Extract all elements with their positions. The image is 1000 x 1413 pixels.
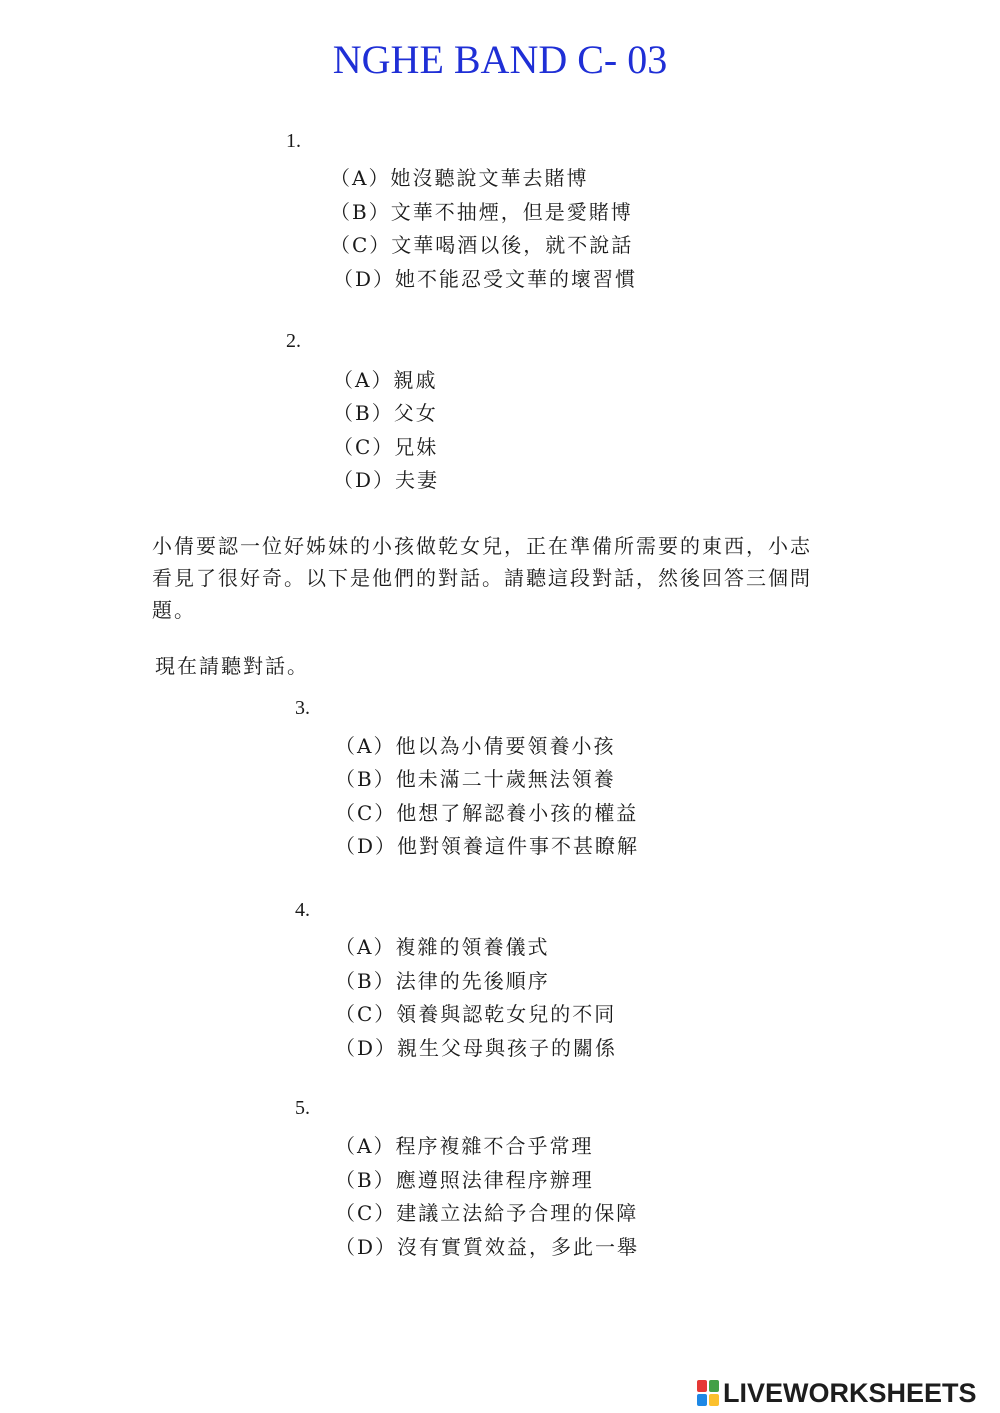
question-3-number: 3.: [295, 697, 310, 719]
question-3-option-b[interactable]: （B）他未滿二十歲無法領養: [335, 767, 616, 791]
question-1-option-b[interactable]: （B）文華不抽煙，但是愛賭博: [330, 200, 633, 224]
page-title: NGHE BAND C- 03: [332, 37, 668, 82]
liveworksheets-logo-icon: [697, 1380, 719, 1406]
question-5-number: 5.: [295, 1097, 310, 1119]
question-5-option-d[interactable]: （D）沒有實質效益，多此一舉: [335, 1235, 640, 1259]
question-3-option-c[interactable]: （C）他想了解認養小孩的權益: [335, 801, 639, 825]
question-4-option-a[interactable]: （A）複雜的領養儀式: [335, 935, 550, 959]
question-3-option-a[interactable]: （A）他以為小倩要領養小孩: [335, 734, 616, 758]
passage-line: 題。: [152, 598, 196, 622]
question-5-option-b[interactable]: （B）應遵照法律程序辦理: [335, 1168, 594, 1192]
question-1-number: 1.: [286, 130, 301, 152]
question-1-option-c[interactable]: （C）文華喝酒以後，就不說話: [330, 233, 634, 257]
question-3-option-d[interactable]: （D）他對領養這件事不甚瞭解: [335, 834, 640, 858]
question-4-number: 4.: [295, 899, 310, 921]
passage-line: 看見了很好奇。以下是他們的對話。請聽這段對話，然後回答三個問: [152, 566, 812, 590]
passage-line: 小倩要認一位好姊妹的小孩做乾女兒，正在準備所需要的東西，小志: [152, 534, 812, 558]
question-2-number: 2.: [286, 330, 301, 352]
question-5-option-c[interactable]: （C）建議立法給予合理的保障: [335, 1201, 639, 1225]
question-4-option-b[interactable]: （B）法律的先後順序: [335, 969, 550, 993]
question-4-option-c[interactable]: （C）領養與認乾女兒的不同: [335, 1002, 617, 1026]
question-2-option-b[interactable]: （B）父女: [333, 401, 438, 425]
question-2-option-c[interactable]: （C）兄妹: [333, 435, 439, 459]
passage: [152, 530, 852, 626]
question-2-option-d[interactable]: （D）夫妻: [333, 468, 440, 492]
question-4-option-d[interactable]: （D）親生父母與孩子的關係: [335, 1036, 618, 1060]
listening-instruction: 現在請聽對話。: [155, 654, 309, 678]
liveworksheets-logo-text: LIVEWORKSHEETS: [723, 1377, 977, 1408]
question-2-option-a[interactable]: （A）親戚: [333, 368, 438, 392]
question-1-option-d[interactable]: （D）她不能忍受文華的壞習慣: [333, 267, 638, 291]
liveworksheets-logo: [697, 1377, 977, 1409]
question-1-option-a[interactable]: （A）她沒聽說文華去賭博: [330, 166, 589, 190]
question-5-option-a[interactable]: （A）程序複雜不合乎常理: [335, 1134, 594, 1158]
